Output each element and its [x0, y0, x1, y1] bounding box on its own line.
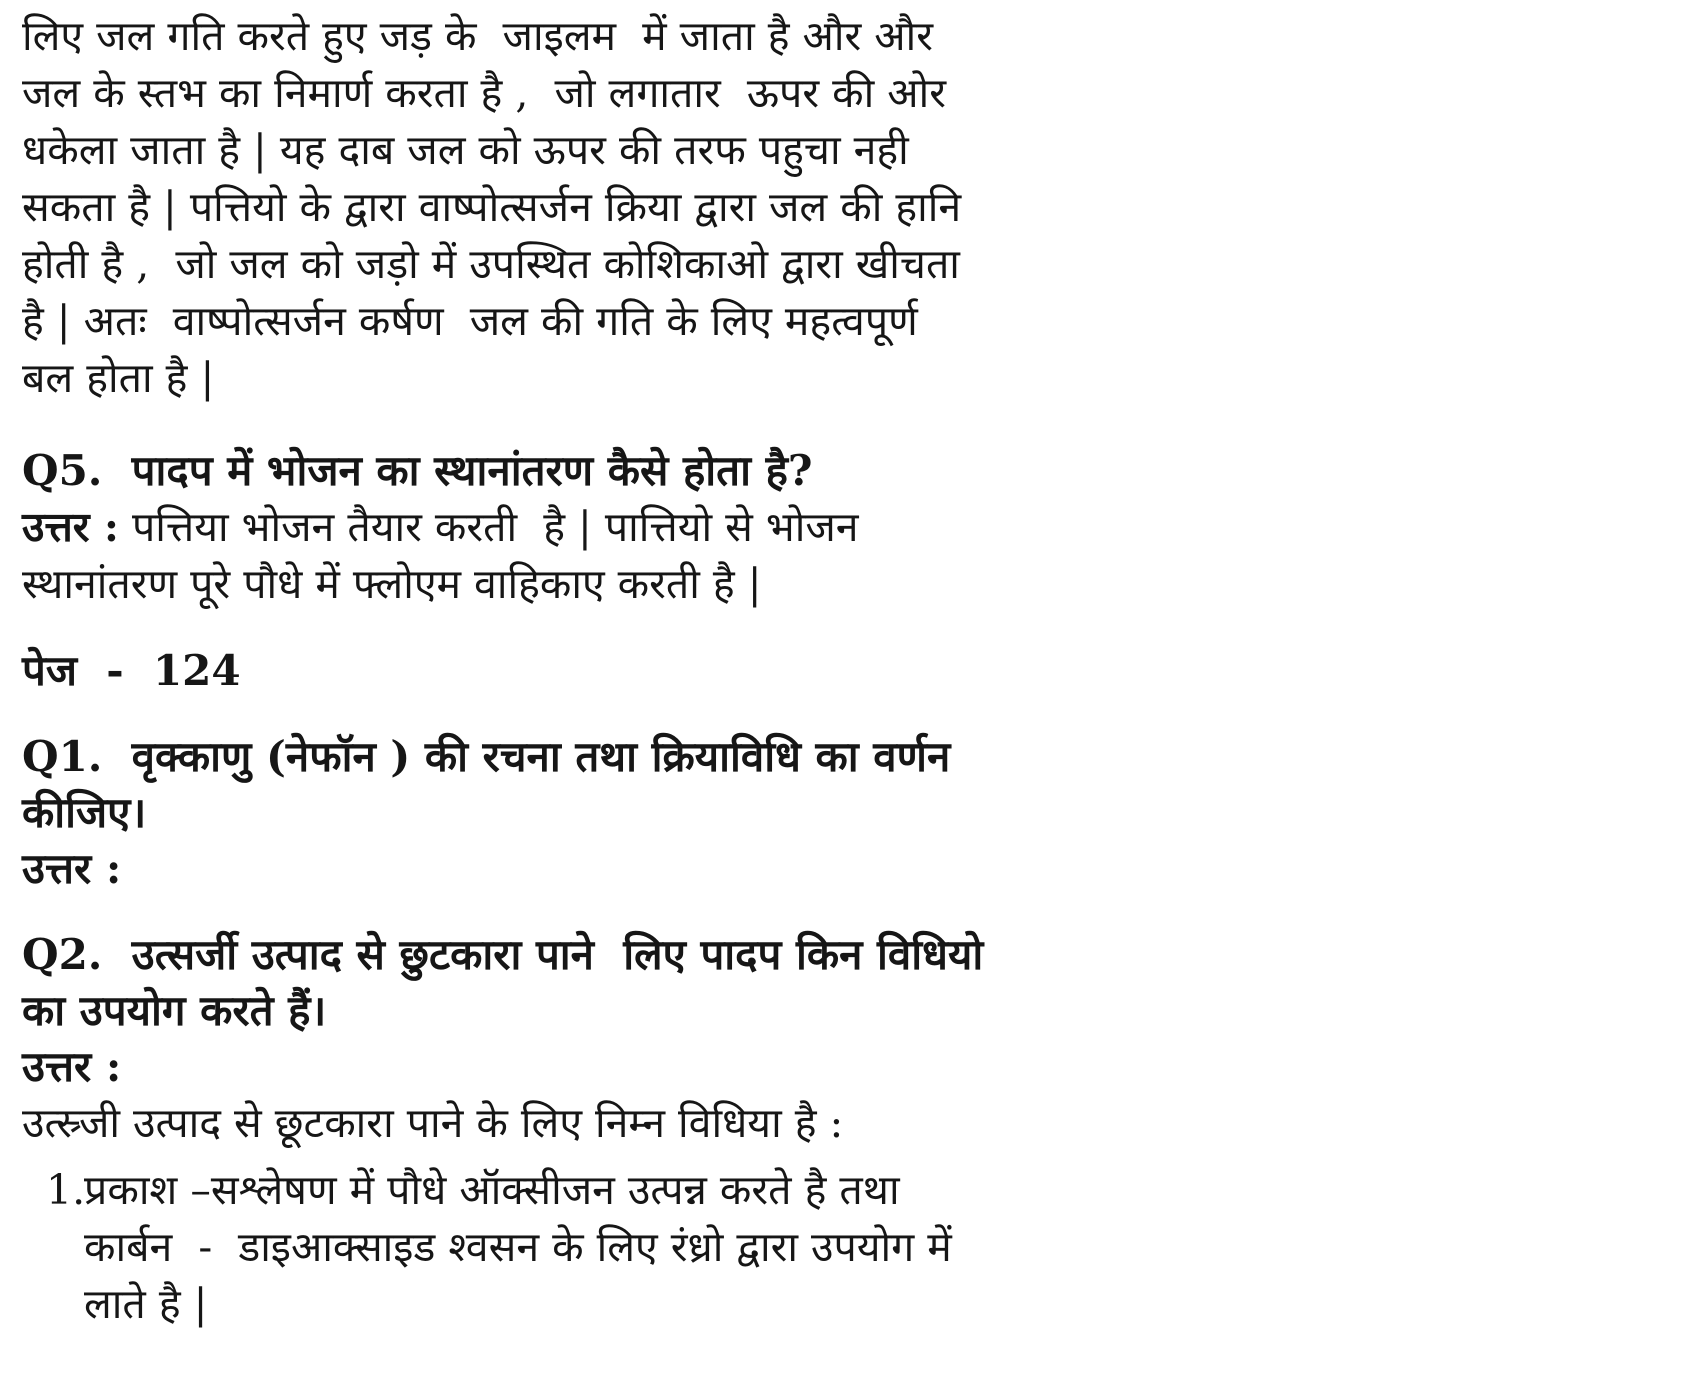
question-2-heading: Q2. उत्सर्जी उत्पाद से छुटकारा पाने लिए पादप किन विधियो [22, 930, 984, 979]
question-1-block [22, 729, 1152, 897]
answer-list [22, 1162, 1152, 1333]
paragraph-line: धकेला जाता है | यह दाब जल को ऊपर की तरफ पहुचा नही [22, 126, 909, 174]
intro-paragraph [22, 8, 1152, 407]
question-1-heading-continued: कीजिए। [22, 788, 147, 837]
list-item-line: लाते है | [84, 1280, 208, 1328]
question-2-block [22, 927, 1152, 1333]
answer-label: उत्तर : [22, 1042, 122, 1091]
list-item-line: प्रकाश –सश्लेषण में पौधे ऑक्सीजन उत्पन्न करते है तथा [84, 1166, 900, 1214]
answer-label: उत्तर : [22, 844, 122, 893]
question-1-heading: Q1. वृक्काणु (नेफॉन ) की रचना तथा क्रियाविधि का वर्णन [22, 732, 951, 781]
answer-text: पत्तिया भोजन तैयार करती है | पात्तियो से भोजन [118, 503, 859, 551]
answer-label: उत्तर : [22, 503, 119, 551]
paragraph-line: होती है , जो जल को जड़ो में उपस्थित कोशिकाओ द्वारा खीचता [22, 240, 960, 288]
paragraph-line: बल होता है | [22, 354, 215, 402]
question-2-heading-continued: का उपयोग करते हैं। [22, 986, 327, 1035]
question-5-answer-line: स्थानांतरण पूरे पौधे में फ्लोएम वाहिकाए करती है | [22, 560, 762, 608]
paragraph-line: जल के स्तभ का निमार्ण करता है , जो लगातार ऊपर की ओर [22, 69, 946, 117]
document-page [22, 8, 1152, 1333]
question-5-heading: Q5. पादप में भोजन का स्थानांतरण कैसे होता है? [22, 446, 813, 495]
paragraph-line: लिए जल गति करते हुए जड़ के जाइलम में जाता है और और [22, 12, 933, 60]
paragraph-line: सकता है | पत्तियो के द्वारा वाष्पोत्सर्जन क्रिया द्वारा जल की हानि [22, 183, 962, 231]
question-5-block [22, 443, 1152, 613]
list-item-number: 1. [46, 1166, 86, 1214]
list-item [22, 1162, 1152, 1333]
page-number-heading: पेज - 124 [22, 646, 241, 695]
question-5-answer-line [22, 499, 1152, 556]
answer-intro: उत्स्र्जी उत्पाद से छूटकारा पाने के लिए निम्न विधिया है : [22, 1099, 844, 1147]
paragraph-line: है | अतः वाष्पोत्सर्जन कर्षण जल की गति के लिए महत्वपूर्ण [22, 297, 918, 345]
list-item-line: कार्बन - डाइआक्साइड श्वसन के लिए रंध्रो द्वारा उपयोग में [84, 1223, 952, 1271]
